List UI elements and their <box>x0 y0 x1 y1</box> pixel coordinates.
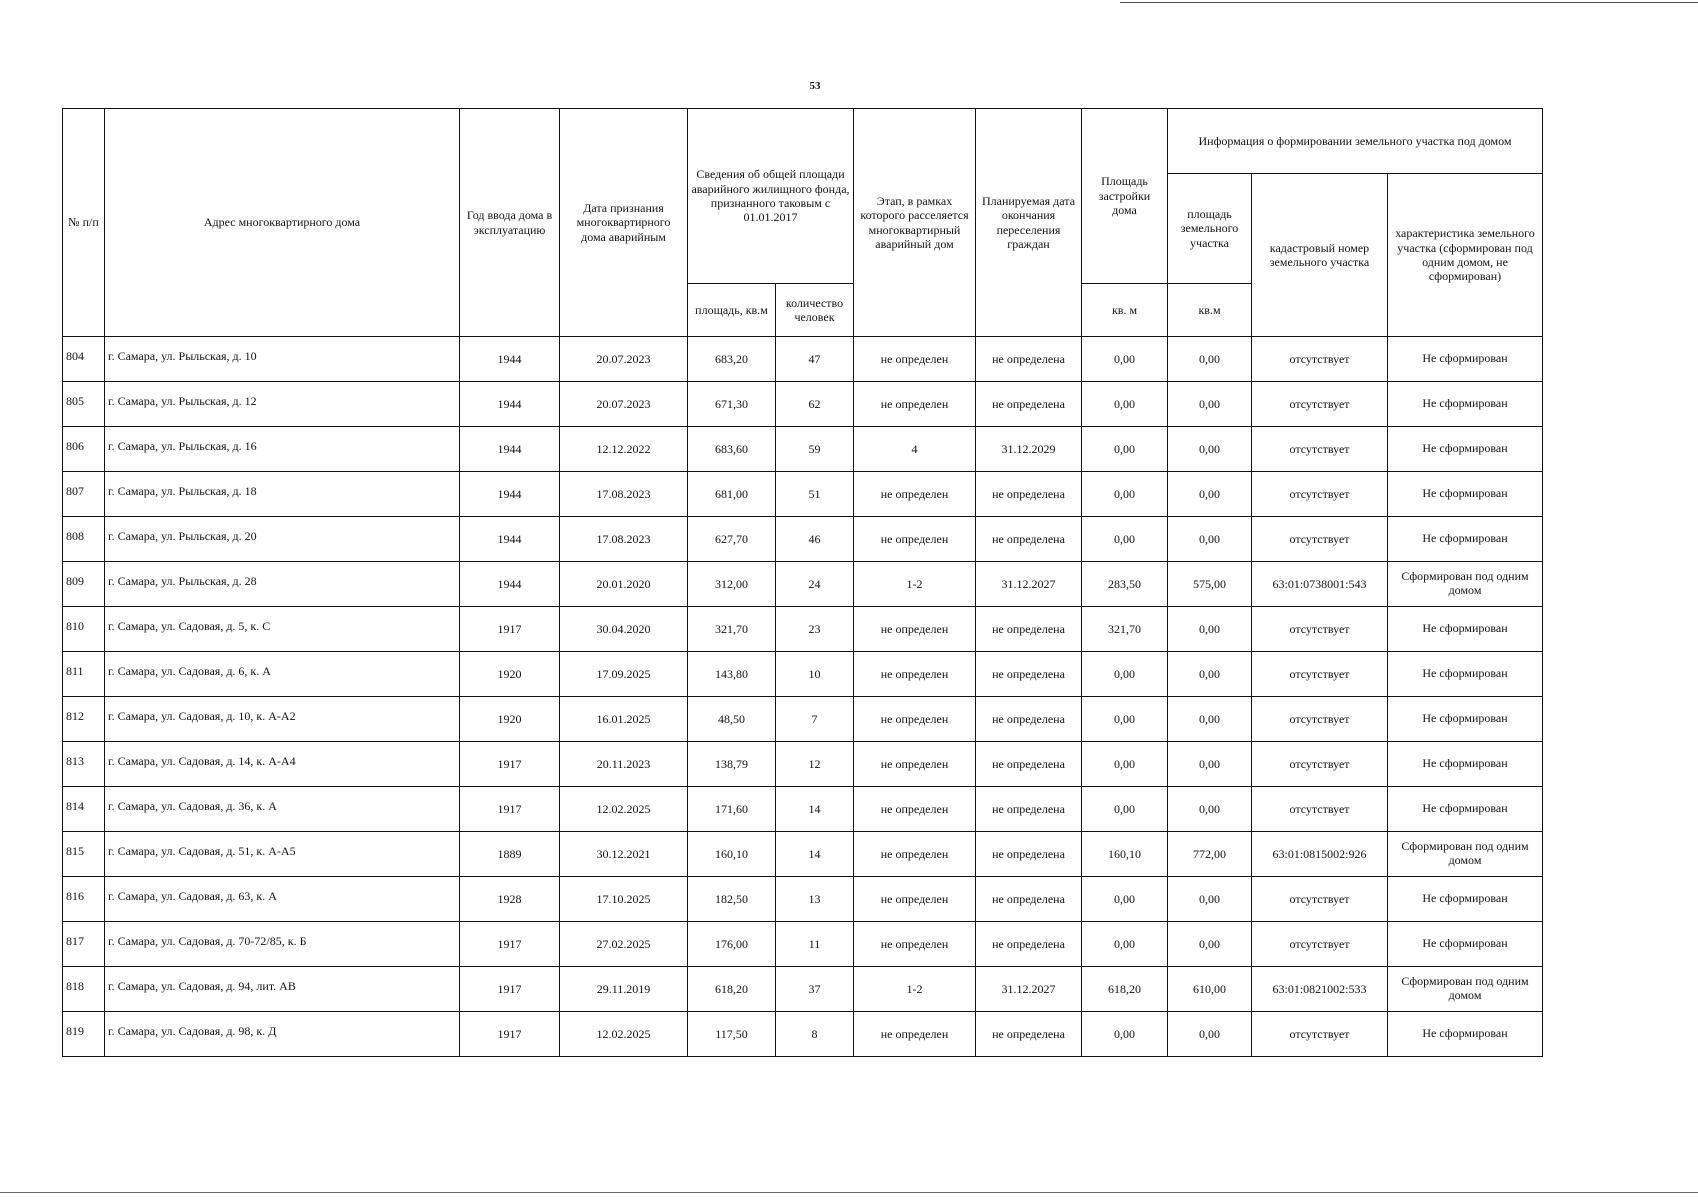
cell-address: г. Самара, ул. Садовая, д. 70-72/85, к. Б <box>105 922 460 967</box>
cell-address: г. Самара, ул. Садовая, д. 36, к. А <box>105 787 460 832</box>
cell-date: 27.02.2025 <box>560 922 688 967</box>
cell-num: 813 <box>63 742 105 787</box>
cell-cadastral: отсутствует <box>1252 607 1388 652</box>
cell-num: 815 <box>63 832 105 877</box>
cell-characteristic: Не сформирован <box>1388 922 1543 967</box>
cell-land-area: 0,00 <box>1168 427 1252 472</box>
cell-address: г. Самара, ул. Рыльская, д. 28 <box>105 562 460 607</box>
cell-land-area: 0,00 <box>1168 1012 1252 1057</box>
cell-area: 671,30 <box>688 382 776 427</box>
cell-address: г. Самара, ул. Садовая, д. 10, к. А-А2 <box>105 697 460 742</box>
cell-address: г. Самара, ул. Садовая, д. 98, к. Д <box>105 1012 460 1057</box>
cell-stage: не определен <box>854 1012 976 1057</box>
cell-stage: 1-2 <box>854 562 976 607</box>
cell-built-area: 321,70 <box>1082 607 1168 652</box>
cell-cadastral: отсутствует <box>1252 742 1388 787</box>
cell-people: 13 <box>776 877 854 922</box>
cell-cadastral: 63:01:0738001:543 <box>1252 562 1388 607</box>
cell-land-area: 0,00 <box>1168 877 1252 922</box>
cell-num: 812 <box>63 697 105 742</box>
cell-address: г. Самара, ул. Садовая, д. 5, к. С <box>105 607 460 652</box>
cell-date: 17.09.2025 <box>560 652 688 697</box>
cell-people: 11 <box>776 922 854 967</box>
cell-num: 805 <box>63 382 105 427</box>
cell-area: 182,50 <box>688 877 776 922</box>
cell-planned: 31.12.2027 <box>976 562 1082 607</box>
cell-people: 24 <box>776 562 854 607</box>
cell-characteristic: Не сформирован <box>1388 382 1543 427</box>
cell-people: 51 <box>776 472 854 517</box>
cell-year: 1889 <box>460 832 560 877</box>
table-row <box>63 922 1543 967</box>
cell-cadastral: отсутствует <box>1252 652 1388 697</box>
cell-area: 683,60 <box>688 427 776 472</box>
scan-edge-line <box>1120 2 1698 3</box>
table-row <box>63 562 1543 607</box>
cell-built-area: 0,00 <box>1082 1012 1168 1057</box>
header-land-area-unit: кв.м <box>1168 284 1252 337</box>
cell-address: г. Самара, ул. Садовая, д. 6, к. А <box>105 652 460 697</box>
cell-address: г. Самара, ул. Садовая, д. 14, к. А-А4 <box>105 742 460 787</box>
cell-year: 1944 <box>460 517 560 562</box>
cell-people: 47 <box>776 337 854 382</box>
cell-planned: не определена <box>976 517 1082 562</box>
page-number: 53 <box>809 80 821 92</box>
cell-characteristic: Не сформирован <box>1388 517 1543 562</box>
header-people-sub: количество человек <box>776 284 854 337</box>
cell-area: 683,20 <box>688 337 776 382</box>
cell-num: 817 <box>63 922 105 967</box>
cell-stage: не определен <box>854 382 976 427</box>
cell-area: 627,70 <box>688 517 776 562</box>
cell-address: г. Самара, ул. Рыльская, д. 12 <box>105 382 460 427</box>
cell-planned: не определена <box>976 472 1082 517</box>
header-planned-date: Планируемая дата окончания переселения граждан <box>976 109 1082 337</box>
cell-year: 1917 <box>460 742 560 787</box>
cell-characteristic: Сформирован под одним домом <box>1388 562 1543 607</box>
cell-stage: не определен <box>854 697 976 742</box>
cell-characteristic: Сформирован под одним домом <box>1388 967 1543 1012</box>
cell-built-area: 0,00 <box>1082 472 1168 517</box>
cell-built-area: 0,00 <box>1082 877 1168 922</box>
cell-built-area: 0,00 <box>1082 337 1168 382</box>
cell-people: 59 <box>776 427 854 472</box>
cell-characteristic: Не сформирован <box>1388 697 1543 742</box>
cell-num: 808 <box>63 517 105 562</box>
cell-area: 143,80 <box>688 652 776 697</box>
cell-characteristic: Не сформирован <box>1388 1012 1543 1057</box>
cell-cadastral: отсутствует <box>1252 877 1388 922</box>
cell-built-area: 0,00 <box>1082 922 1168 967</box>
header-area-sub: площадь, кв.м <box>688 284 776 337</box>
cell-planned: не определена <box>976 697 1082 742</box>
cell-land-area: 0,00 <box>1168 382 1252 427</box>
cell-stage: не определен <box>854 652 976 697</box>
table-row <box>63 742 1543 787</box>
cell-year: 1944 <box>460 427 560 472</box>
cell-year: 1920 <box>460 652 560 697</box>
cell-num: 819 <box>63 1012 105 1057</box>
cell-num: 807 <box>63 472 105 517</box>
cell-planned: не определена <box>976 922 1082 967</box>
cell-characteristic: Не сформирован <box>1388 787 1543 832</box>
cell-year: 1917 <box>460 1012 560 1057</box>
header-num: № п/п <box>63 109 105 337</box>
cell-num: 818 <box>63 967 105 1012</box>
cell-year: 1917 <box>460 787 560 832</box>
header-area-info: Сведения об общей площади аварийного жилищного фонда, признанного таковым с 01.01.2017 <box>688 109 854 284</box>
cell-land-area: 575,00 <box>1168 562 1252 607</box>
cell-num: 811 <box>63 652 105 697</box>
table-row <box>63 337 1543 382</box>
cell-area: 138,79 <box>688 742 776 787</box>
cell-stage: не определен <box>854 877 976 922</box>
header-land-area: площадь земельного участка <box>1168 174 1252 284</box>
cell-year: 1928 <box>460 877 560 922</box>
cell-planned: не определена <box>976 787 1082 832</box>
cell-stage: 1-2 <box>854 967 976 1012</box>
cell-people: 37 <box>776 967 854 1012</box>
cell-characteristic: Не сформирован <box>1388 607 1543 652</box>
cell-date: 20.07.2023 <box>560 382 688 427</box>
table-row <box>63 832 1543 877</box>
cell-built-area: 283,50 <box>1082 562 1168 607</box>
cell-address: г. Самара, ул. Рыльская, д. 18 <box>105 472 460 517</box>
cell-stage: не определен <box>854 832 976 877</box>
cell-people: 23 <box>776 607 854 652</box>
cell-built-area: 0,00 <box>1082 697 1168 742</box>
cell-people: 46 <box>776 517 854 562</box>
cell-cadastral: 63:01:0815002:926 <box>1252 832 1388 877</box>
cell-stage: не определен <box>854 472 976 517</box>
cell-planned: не определена <box>976 337 1082 382</box>
cell-year: 1944 <box>460 337 560 382</box>
table-row <box>63 877 1543 922</box>
cell-people: 14 <box>776 787 854 832</box>
table-row <box>63 607 1543 652</box>
header-date-recognized: Дата признания многоквартирного дома аварийным <box>560 109 688 337</box>
cell-land-area: 0,00 <box>1168 337 1252 382</box>
cell-area: 681,00 <box>688 472 776 517</box>
cell-planned: не определена <box>976 877 1082 922</box>
cell-people: 14 <box>776 832 854 877</box>
cell-planned: не определена <box>976 1012 1082 1057</box>
table-row <box>63 517 1543 562</box>
cell-year: 1944 <box>460 562 560 607</box>
cell-area: 48,50 <box>688 697 776 742</box>
cell-date: 17.10.2025 <box>560 877 688 922</box>
cell-people: 7 <box>776 697 854 742</box>
cell-date: 16.01.2025 <box>560 697 688 742</box>
cell-cadastral: отсутствует <box>1252 517 1388 562</box>
cell-date: 20.01.2020 <box>560 562 688 607</box>
table-row <box>63 967 1543 1012</box>
cell-planned: не определена <box>976 652 1082 697</box>
cell-date: 30.04.2020 <box>560 607 688 652</box>
cell-land-area: 0,00 <box>1168 652 1252 697</box>
cell-stage: не определен <box>854 607 976 652</box>
cell-planned: не определена <box>976 742 1082 787</box>
header-cadastral: кадастровый номер земельного участка <box>1252 174 1388 337</box>
cell-area: 160,10 <box>688 832 776 877</box>
cell-planned: не определена <box>976 832 1082 877</box>
cell-characteristic: Не сформирован <box>1388 877 1543 922</box>
cell-stage: 4 <box>854 427 976 472</box>
cell-cadastral: 63:01:0821002:533 <box>1252 967 1388 1012</box>
cell-num: 804 <box>63 337 105 382</box>
table-row <box>63 472 1543 517</box>
scan-edge-line <box>0 1192 1698 1193</box>
cell-date: 30.12.2021 <box>560 832 688 877</box>
cell-area: 312,00 <box>688 562 776 607</box>
cell-date: 20.07.2023 <box>560 337 688 382</box>
cell-num: 809 <box>63 562 105 607</box>
cell-built-area: 0,00 <box>1082 652 1168 697</box>
cell-stage: не определен <box>854 742 976 787</box>
cell-num: 810 <box>63 607 105 652</box>
cell-planned: не определена <box>976 607 1082 652</box>
cell-area: 618,20 <box>688 967 776 1012</box>
cell-stage: не определен <box>854 922 976 967</box>
cell-date: 12.02.2025 <box>560 787 688 832</box>
cell-people: 10 <box>776 652 854 697</box>
cell-characteristic: Не сформирован <box>1388 337 1543 382</box>
cell-stage: не определен <box>854 517 976 562</box>
cell-year: 1944 <box>460 382 560 427</box>
cell-land-area: 0,00 <box>1168 472 1252 517</box>
cell-land-area: 0,00 <box>1168 697 1252 742</box>
cell-year: 1944 <box>460 472 560 517</box>
cell-cadastral: отсутствует <box>1252 427 1388 472</box>
header-year: Год ввода дома в эксплуатацию <box>460 109 560 337</box>
cell-date: 17.08.2023 <box>560 472 688 517</box>
cell-built-area: 0,00 <box>1082 742 1168 787</box>
cell-address: г. Самара, ул. Садовая, д. 63, к. А <box>105 877 460 922</box>
cell-area: 176,00 <box>688 922 776 967</box>
emergency-housing-table <box>62 108 1543 1057</box>
cell-characteristic: Не сформирован <box>1388 427 1543 472</box>
header-address: Адрес многоквартирного дома <box>105 109 460 337</box>
cell-date: 20.11.2023 <box>560 742 688 787</box>
cell-cadastral: отсутствует <box>1252 1012 1388 1057</box>
cell-address: г. Самара, ул. Садовая, д. 94, лит. АВ <box>105 967 460 1012</box>
cell-num: 806 <box>63 427 105 472</box>
cell-stage: не определен <box>854 787 976 832</box>
cell-built-area: 0,00 <box>1082 382 1168 427</box>
cell-built-area: 0,00 <box>1082 787 1168 832</box>
cell-year: 1917 <box>460 607 560 652</box>
header-characteristic: характеристика земельного участка (сформирован под одним домом, не сформирован) <box>1388 174 1543 337</box>
cell-characteristic: Не сформирован <box>1388 742 1543 787</box>
cell-num: 814 <box>63 787 105 832</box>
table-row <box>63 427 1543 472</box>
cell-cadastral: отсутствует <box>1252 922 1388 967</box>
cell-area: 117,50 <box>688 1012 776 1057</box>
cell-cadastral: отсутствует <box>1252 697 1388 742</box>
cell-date: 29.11.2019 <box>560 967 688 1012</box>
table-row <box>63 697 1543 742</box>
cell-cadastral: отсутствует <box>1252 382 1388 427</box>
table-row <box>63 382 1543 427</box>
cell-built-area: 160,10 <box>1082 832 1168 877</box>
cell-people: 8 <box>776 1012 854 1057</box>
cell-people: 62 <box>776 382 854 427</box>
table-row <box>63 787 1543 832</box>
cell-built-area: 0,00 <box>1082 517 1168 562</box>
cell-date: 12.02.2025 <box>560 1012 688 1057</box>
cell-planned: 31.12.2029 <box>976 427 1082 472</box>
cell-cadastral: отсутствует <box>1252 472 1388 517</box>
cell-people: 12 <box>776 742 854 787</box>
cell-land-area: 0,00 <box>1168 922 1252 967</box>
cell-area: 171,60 <box>688 787 776 832</box>
cell-stage: не определен <box>854 337 976 382</box>
cell-land-area: 772,00 <box>1168 832 1252 877</box>
cell-area: 321,70 <box>688 607 776 652</box>
cell-date: 12.12.2022 <box>560 427 688 472</box>
table-row <box>63 652 1543 697</box>
cell-characteristic: Не сформирован <box>1388 652 1543 697</box>
header-stage: Этап, в рамках которого расселяется многоквартирный аварийный дом <box>854 109 976 337</box>
cell-planned: не определена <box>976 382 1082 427</box>
header-built-area: Площадь застройки дома <box>1082 109 1168 284</box>
header-land-group: Информация о формировании земельного участка под домом <box>1168 109 1543 174</box>
cell-year: 1920 <box>460 697 560 742</box>
cell-year: 1917 <box>460 922 560 967</box>
cell-land-area: 0,00 <box>1168 742 1252 787</box>
cell-address: г. Самара, ул. Рыльская, д. 20 <box>105 517 460 562</box>
cell-characteristic: Сформирован под одним домом <box>1388 832 1543 877</box>
cell-planned: 31.12.2027 <box>976 967 1082 1012</box>
cell-address: г. Самара, ул. Рыльская, д. 10 <box>105 337 460 382</box>
cell-year: 1917 <box>460 967 560 1012</box>
cell-built-area: 0,00 <box>1082 427 1168 472</box>
table-row <box>63 1012 1543 1057</box>
cell-land-area: 0,00 <box>1168 787 1252 832</box>
cell-land-area: 0,00 <box>1168 607 1252 652</box>
cell-characteristic: Не сформирован <box>1388 472 1543 517</box>
cell-cadastral: отсутствует <box>1252 787 1388 832</box>
cell-cadastral: отсутствует <box>1252 337 1388 382</box>
cell-land-area: 610,00 <box>1168 967 1252 1012</box>
cell-land-area: 0,00 <box>1168 517 1252 562</box>
cell-date: 17.08.2023 <box>560 517 688 562</box>
cell-built-area: 618,20 <box>1082 967 1168 1012</box>
cell-address: г. Самара, ул. Садовая, д. 51, к. А-А5 <box>105 832 460 877</box>
cell-address: г. Самара, ул. Рыльская, д. 16 <box>105 427 460 472</box>
cell-num: 816 <box>63 877 105 922</box>
header-built-area-unit: кв. м <box>1082 284 1168 337</box>
